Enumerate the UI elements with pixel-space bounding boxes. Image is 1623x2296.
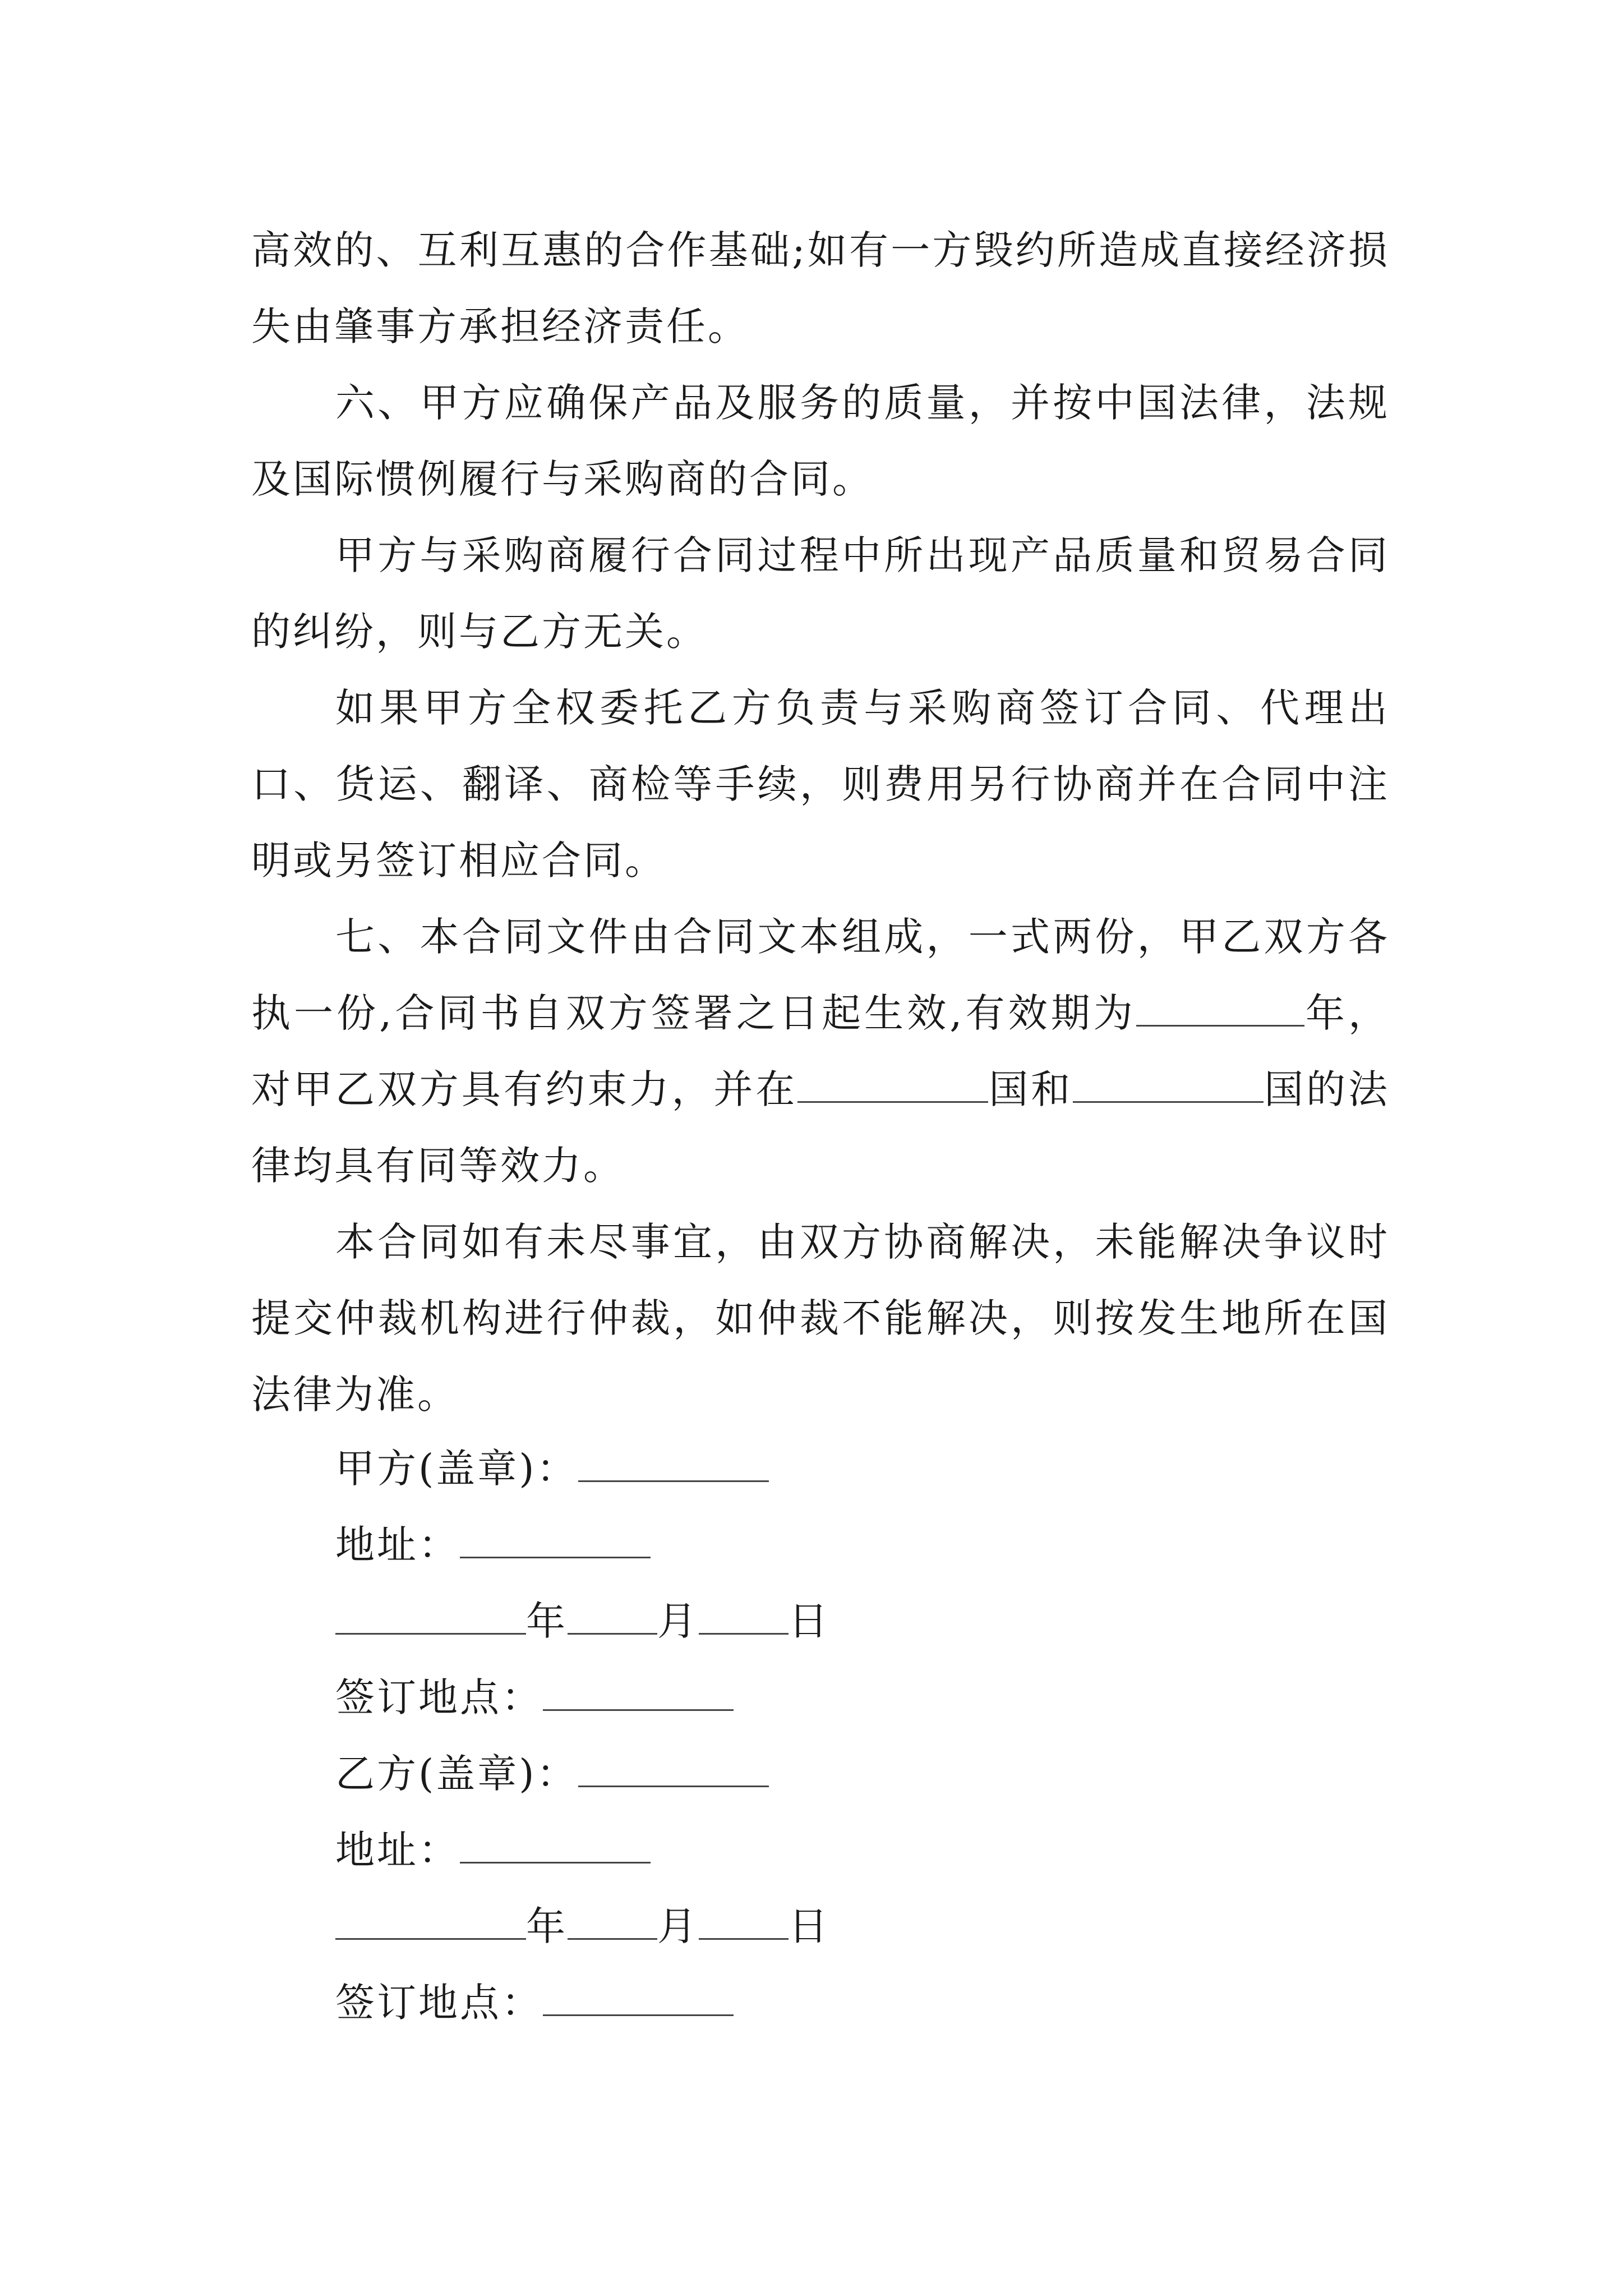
party-a-label: 甲方(盖章)： bbox=[335, 1446, 578, 1492]
party-b-address-label: 地址： bbox=[335, 1827, 460, 1873]
clause-seven-text-d: 国的法律均具有同等效力。 bbox=[251, 1066, 1390, 1189]
country-one-blank[interactable] bbox=[797, 1061, 988, 1103]
paragraph-delegation: 如果甲方全权委托乙方负责与采购商签订合同、代理出口、货运、翻译、商检等手续，则费用另行协商并在合同中注明或另签订相应合同。 bbox=[251, 685, 1390, 884]
party-b-place-blank[interactable] bbox=[543, 1974, 734, 2016]
signature-block bbox=[335, 1430, 830, 2041]
party-b-seal-blank[interactable] bbox=[578, 1745, 769, 1787]
party-a-place-line bbox=[335, 1659, 830, 1736]
party-b-year-label: 年 bbox=[526, 1903, 568, 1949]
party-b-place-line bbox=[335, 1964, 830, 2041]
paragraph-clause-six: 六、甲方应确保产品及服务的质量，并按中国法律，法规及国际惯例履行与采购商的合同。 bbox=[251, 380, 1390, 502]
party-a-date-line bbox=[335, 1583, 830, 1659]
clause-seven-text-b: 年，对甲乙双方具有约束力，并在 bbox=[251, 990, 1390, 1112]
party-a-month-blank[interactable] bbox=[568, 1593, 657, 1635]
paragraph-arbitration: 本合同如有未尽事宜，由双方协商解决，未能解决争议时提交仲裁机构进行仲裁，如仲裁不能解决，则按发生地所在国法律为准。 bbox=[251, 1219, 1390, 1418]
party-b-address-line bbox=[335, 1812, 830, 1888]
party-b-label: 乙方(盖章)： bbox=[335, 1751, 578, 1797]
country-two-blank[interactable] bbox=[1073, 1061, 1264, 1103]
party-b-year-blank[interactable] bbox=[335, 1898, 526, 1940]
paragraph-dispute: 甲方与采购商履行合同过程中所出现产品质量和贸易合同的纠纷，则与乙方无关。 bbox=[251, 532, 1390, 655]
party-a-place-label: 签订地点： bbox=[335, 1674, 543, 1720]
clause-seven-text-a: 七、本合同文件由合同文本组成，一式两份，甲乙双方各执一份,合同书自双方签署之日起生效,有效期为 bbox=[251, 914, 1390, 1036]
party-b-place-label: 签订地点： bbox=[335, 1980, 543, 2026]
party-a-address-line bbox=[335, 1507, 830, 1583]
party-a-seal-blank[interactable] bbox=[578, 1440, 769, 1482]
party-a-day-blank[interactable] bbox=[699, 1593, 789, 1635]
party-b-seal-line bbox=[335, 1736, 830, 1812]
party-b-month-label: 月 bbox=[657, 1903, 699, 1949]
paragraph-cooperation: 高效的、互利互惠的合作基础;如有一方毁约所造成直接经济损失由肇事方承担经济责任。 bbox=[251, 227, 1390, 349]
party-a-day-label: 日 bbox=[789, 1598, 830, 1644]
party-a-seal-line bbox=[335, 1430, 830, 1507]
party-b-month-blank[interactable] bbox=[568, 1898, 657, 1940]
party-b-date-line bbox=[335, 1888, 830, 1964]
validity-period-blank[interactable] bbox=[1136, 984, 1304, 1027]
party-a-year-blank[interactable] bbox=[335, 1593, 526, 1635]
party-a-year-label: 年 bbox=[526, 1598, 568, 1644]
clause-seven-text-c: 国和 bbox=[988, 1066, 1073, 1112]
party-a-address-label: 地址： bbox=[335, 1522, 460, 1568]
party-b-day-label: 日 bbox=[789, 1903, 830, 1949]
party-a-address-blank[interactable] bbox=[460, 1516, 651, 1558]
paragraph-clause-seven bbox=[251, 899, 1390, 1204]
party-a-place-blank[interactable] bbox=[543, 1669, 734, 1711]
party-b-day-blank[interactable] bbox=[699, 1898, 789, 1940]
party-b-address-blank[interactable] bbox=[460, 1821, 651, 1864]
party-a-month-label: 月 bbox=[657, 1598, 699, 1644]
contract-body bbox=[251, 212, 1390, 1433]
